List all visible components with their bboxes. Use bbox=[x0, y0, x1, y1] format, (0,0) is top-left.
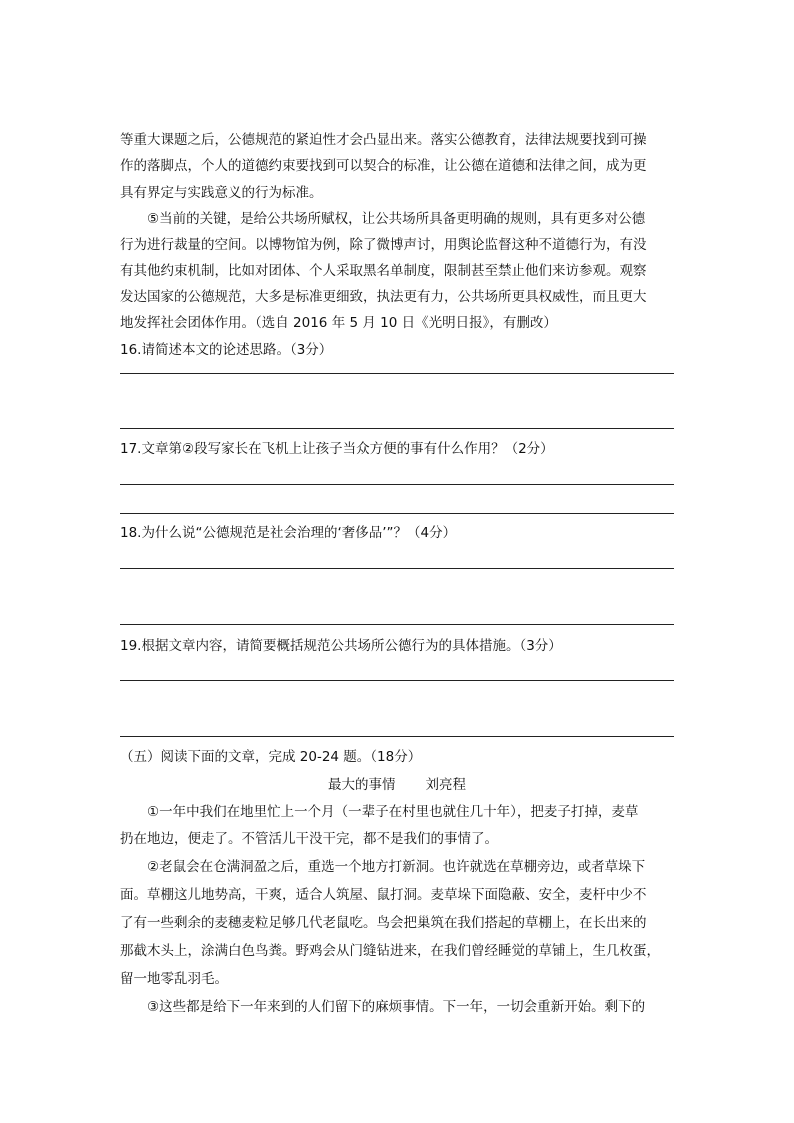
answer-line bbox=[120, 568, 674, 569]
story-line: ①一年中我们在地里忙上一个月（一辈子在村里也就住几十年），把麦子打掉，麦草 bbox=[147, 804, 639, 820]
question-19: 19.根据文章内容，请简要概括规范公共场所公德行为的具体措施。（3分） bbox=[120, 638, 562, 654]
story-title-line bbox=[328, 776, 466, 794]
section-heading: （五）阅读下面的文章，完成 20-24 题。（18分） bbox=[120, 749, 422, 765]
question-16: 16.请简述本文的论述思路。（3分） bbox=[120, 342, 333, 358]
passage-line: 有其他约束机制，比如对团体、个人采取黑名单制度，限制甚至禁止他们来访参观。观察 bbox=[120, 263, 647, 279]
passage-line: 具有界定与实践意义的行为标准。 bbox=[120, 185, 323, 201]
story-line: ②老鼠会在仓满洞盈之后，重选一个地方打新洞。也许就选在草棚旁边，或者草垛下 bbox=[147, 859, 646, 875]
story-line: 扔在地边，便走了。不管活儿干没干完，都不是我们的事情了。 bbox=[120, 831, 498, 847]
passage-line: 等重大课题之后，公德规范的紧迫性才会凸显出来。落实公德教育，法律法规要找到可操 bbox=[120, 132, 647, 148]
story-line: 面。草棚这儿地势高，干爽，适合人筑屋、鼠打洞。麦草垛下面隐蔽、安全，麦杆中少不 bbox=[120, 887, 647, 903]
answer-line bbox=[120, 484, 674, 485]
passage-line: ⑤当前的关键，是给公共场所赋权，让公共场所具备更明确的规则，具有更多对公德 bbox=[147, 211, 646, 227]
story-author: 刘亮程 bbox=[425, 777, 466, 793]
answer-line bbox=[120, 373, 674, 374]
answer-line bbox=[120, 513, 674, 514]
answer-line bbox=[120, 736, 674, 737]
passage-line: 发达国家的公德规范，大多是标准更细致，执法更有力，公共场所更具权威性，而且更大 bbox=[120, 289, 647, 305]
question-18: 18.为什么说“公德规范是社会治理的‘奢侈品’”？（4分） bbox=[120, 525, 457, 541]
story-line: 了有一些剩余的麦穗麦粒足够几代老鼠吃。鸟会把巢筑在我们搭起的草棚上，在长出来的 bbox=[120, 915, 647, 931]
passage-line: 行为进行裁量的空间。以博物馆为例，除了微博声讨，用舆论监督这种不道德行为，有没 bbox=[120, 237, 647, 253]
question-17: 17.文章第②段写家长在飞机上让孩子当众方便的事有什么作用？（2分） bbox=[120, 441, 554, 457]
passage-line: 地发挥社会团体作用。（选自 2016 年 5 月 10 日《光明日报》，有删改） bbox=[120, 315, 557, 331]
story-title: 最大的事情 bbox=[328, 777, 396, 793]
passage-line: 作的落脚点，个人的道德约束要找到可以契合的标准，让公德在道德和法律之间，成为更 bbox=[120, 158, 647, 174]
answer-line bbox=[120, 428, 674, 429]
answer-line bbox=[120, 680, 674, 681]
story-line: 留一地零乱羽毛。 bbox=[120, 971, 228, 987]
story-line: 那截木头上，涂满白色鸟粪。野鸡会从门缝钻进来，在我们曾经睡觉的草铺上，生几枚蛋， bbox=[120, 943, 660, 959]
answer-line bbox=[120, 624, 674, 625]
story-line: ③这些都是给下一年来到的人们留下的麻烦事情。下一年，一切会重新开始。剩下的 bbox=[147, 999, 646, 1015]
